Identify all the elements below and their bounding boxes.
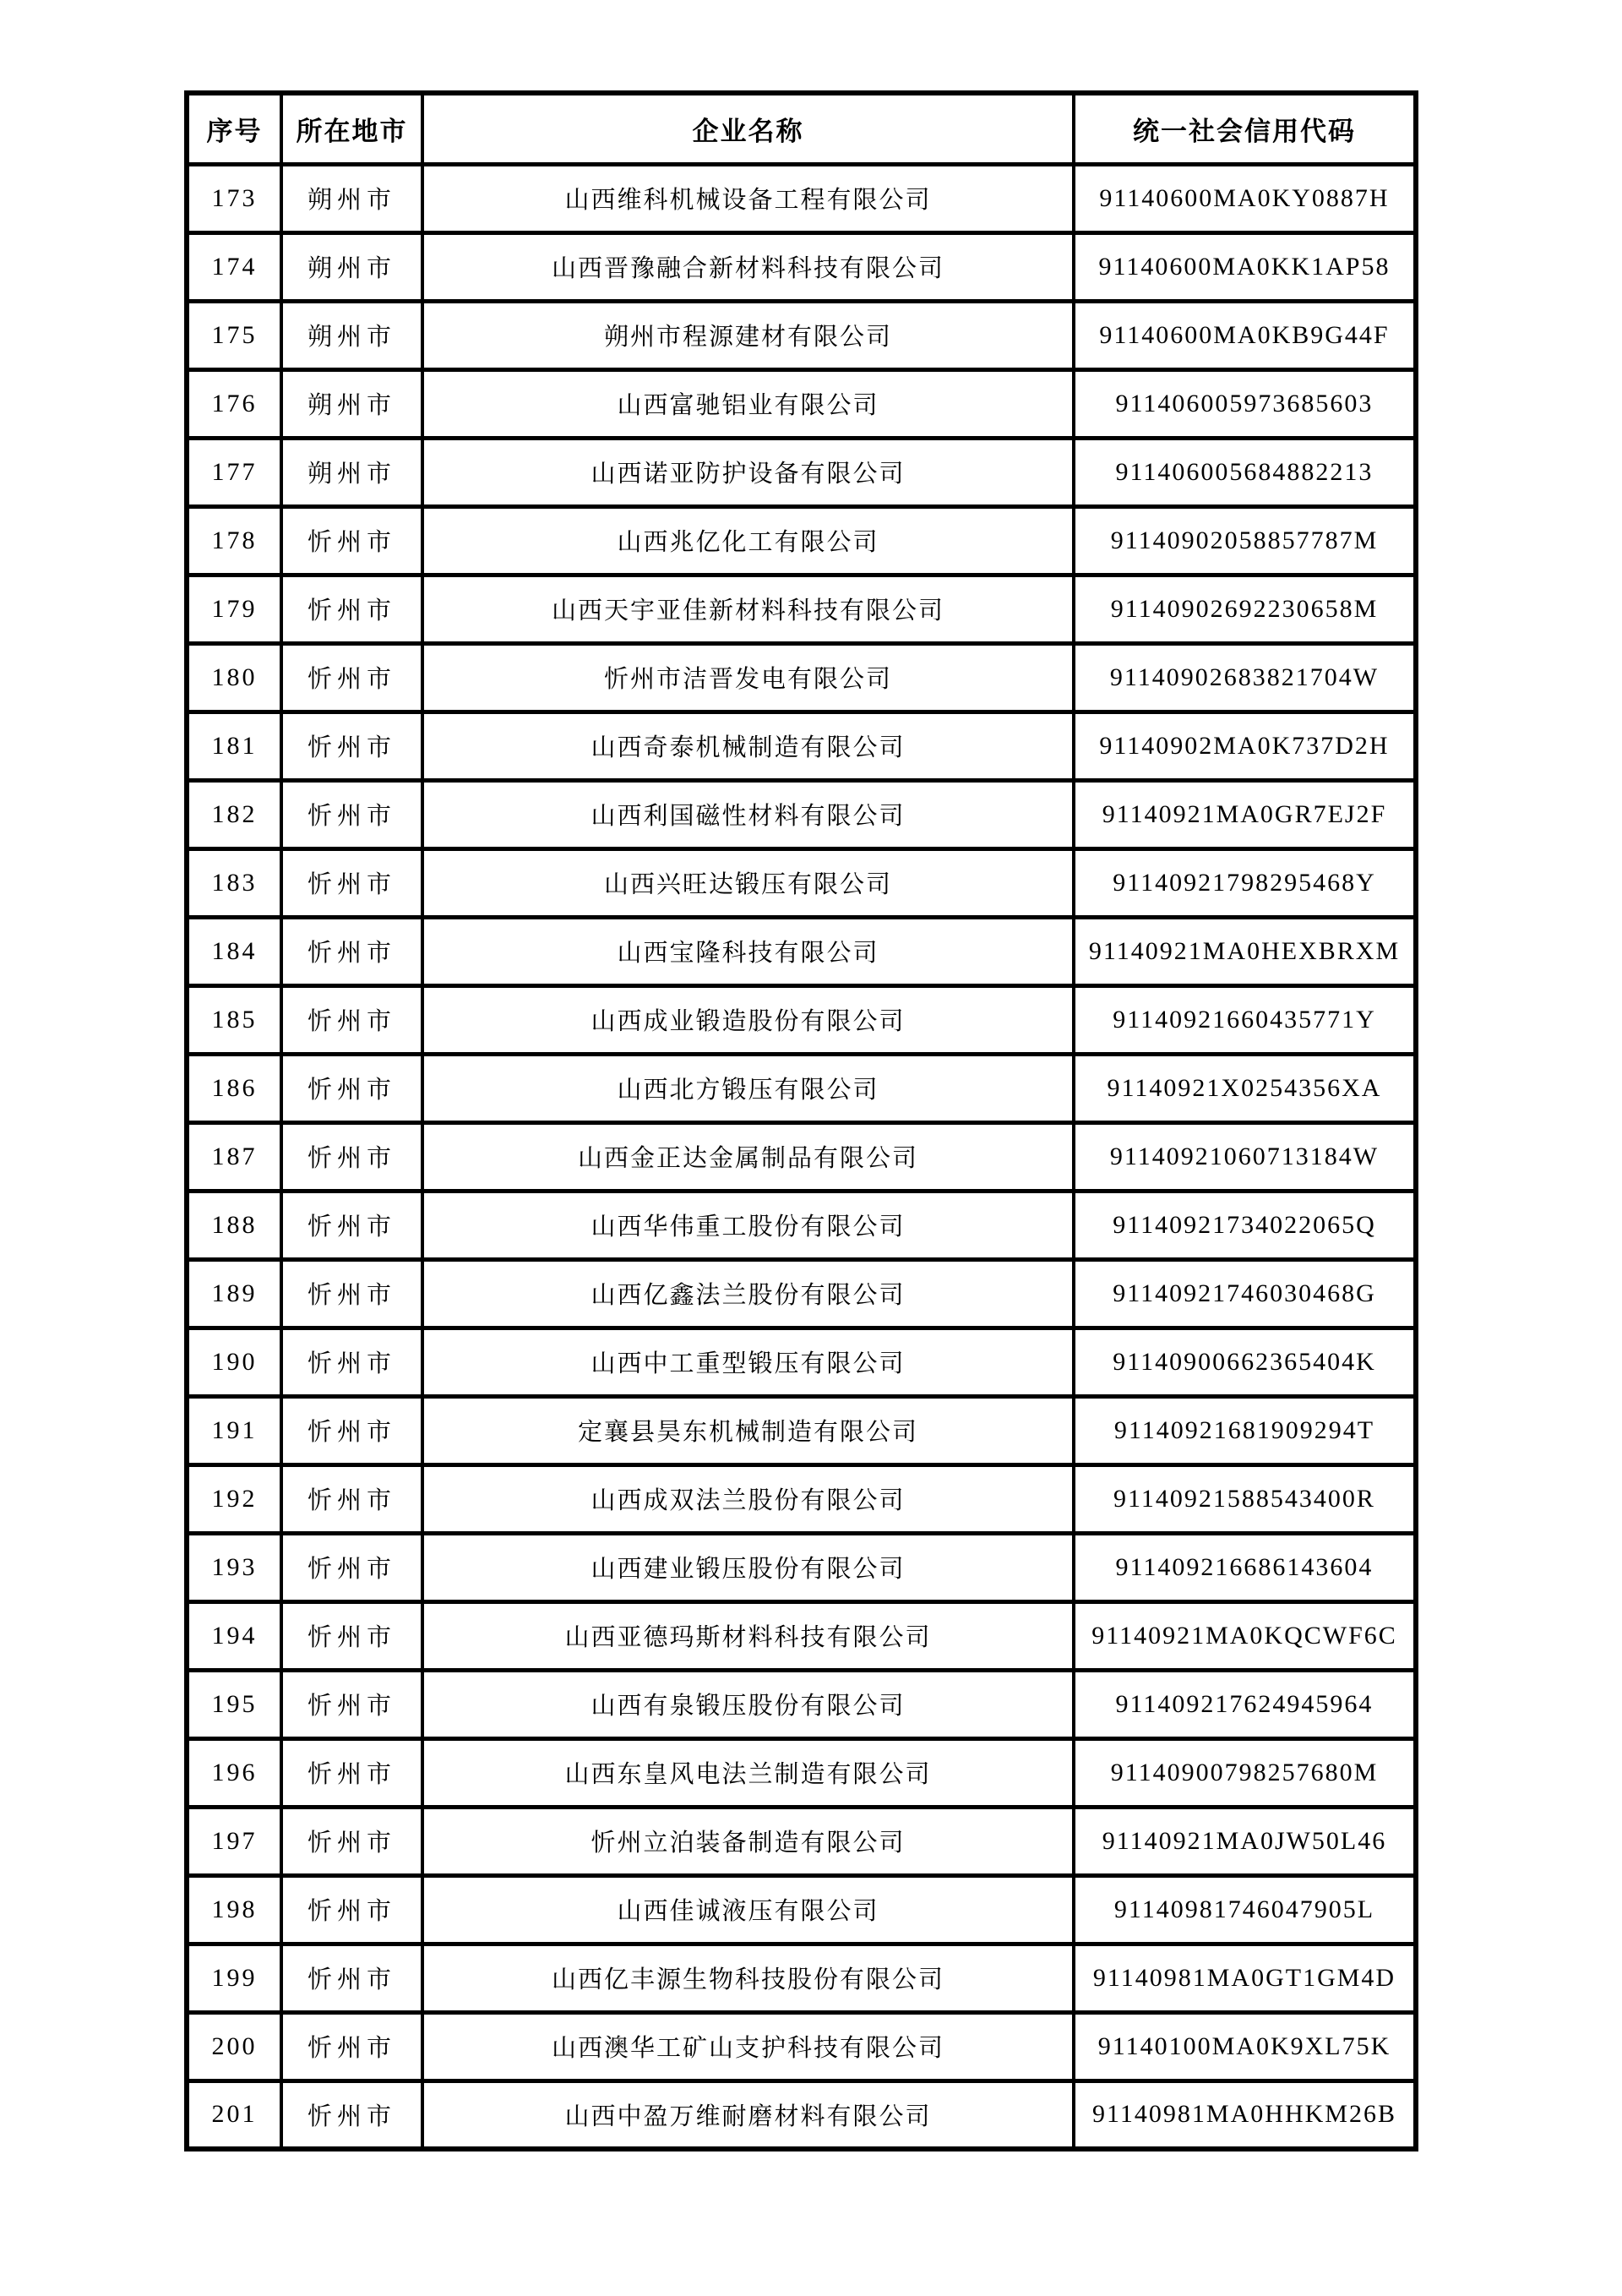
company-name-cell: 山西中盈万维耐磨材料有限公司	[422, 2081, 1074, 2149]
table-row	[187, 1807, 1416, 1875]
city-cell: 忻州市	[281, 1396, 422, 1464]
city-cell: 忻州市	[281, 2012, 422, 2081]
company-name-cell: 山西兆亿化工有限公司	[422, 506, 1074, 575]
table-row	[187, 985, 1416, 1054]
credit-code-cell: 91140921MA0KQCWF6C	[1074, 1601, 1416, 1670]
credit-code-cell: 91140921681909294T	[1074, 1396, 1416, 1464]
credit-code-cell: 91140921734022065Q	[1074, 1191, 1416, 1259]
credit-code-cell: 91140600MA0KY0887H	[1074, 164, 1416, 232]
serial-number-cell: 195	[187, 1670, 281, 1738]
city-cell: 忻州市	[281, 643, 422, 712]
header-company-name: 企业名称	[422, 93, 1074, 164]
company-name-cell: 山西有泉锻压股份有限公司	[422, 1670, 1074, 1738]
serial-number-cell: 193	[187, 1533, 281, 1601]
city-cell: 忻州市	[281, 1670, 422, 1738]
company-name-cell: 山西华伟重工股份有限公司	[422, 1191, 1074, 1259]
company-name-cell: 定襄县昊东机械制造有限公司	[422, 1396, 1074, 1464]
table-row	[187, 1396, 1416, 1464]
header-credit-code: 统一社会信用代码	[1074, 93, 1416, 164]
credit-code-cell: 91140600MA0KB9G44F	[1074, 301, 1416, 369]
credit-code-cell: 91140100MA0K9XL75K	[1074, 2012, 1416, 2081]
table-row	[187, 1601, 1416, 1670]
table-row	[187, 1533, 1416, 1601]
city-cell: 忻州市	[281, 575, 422, 643]
company-name-cell: 山西奇泰机械制造有限公司	[422, 712, 1074, 780]
company-name-cell: 山西建业锻压股份有限公司	[422, 1533, 1074, 1601]
company-table-body	[187, 164, 1416, 2149]
serial-number-cell: 180	[187, 643, 281, 712]
table-row	[187, 1670, 1416, 1738]
credit-code-cell: 91140900662365404K	[1074, 1328, 1416, 1396]
city-cell: 朔州市	[281, 369, 422, 438]
serial-number-cell: 185	[187, 985, 281, 1054]
table-row	[187, 1944, 1416, 2012]
table-row	[187, 506, 1416, 575]
city-cell: 忻州市	[281, 1807, 422, 1875]
company-name-cell: 山西亿丰源生物科技股份有限公司	[422, 1944, 1074, 2012]
company-name-cell: 山西成业锻造股份有限公司	[422, 985, 1074, 1054]
company-name-cell: 山西东皇风电法兰制造有限公司	[422, 1738, 1074, 1807]
table-row	[187, 1259, 1416, 1328]
serial-number-cell: 192	[187, 1464, 281, 1533]
credit-code-cell: 91140921660435771Y	[1074, 985, 1416, 1054]
serial-number-cell: 179	[187, 575, 281, 643]
table-row	[187, 2081, 1416, 2149]
serial-number-cell: 184	[187, 917, 281, 985]
credit-code-cell: 91140900798257680M	[1074, 1738, 1416, 1807]
credit-code-cell: 91140921MA0JW50L46	[1074, 1807, 1416, 1875]
city-cell: 忻州市	[281, 848, 422, 917]
table-row	[187, 712, 1416, 780]
company-name-cell: 山西富驰铝业有限公司	[422, 369, 1074, 438]
company-name-cell: 山西佳诚液压有限公司	[422, 1875, 1074, 1944]
table-row	[187, 1191, 1416, 1259]
credit-code-cell: 91140921060713184W	[1074, 1122, 1416, 1191]
city-cell: 忻州市	[281, 506, 422, 575]
table-row	[187, 1738, 1416, 1807]
serial-number-cell: 183	[187, 848, 281, 917]
company-name-cell: 山西诺亚防护设备有限公司	[422, 438, 1074, 506]
table-row	[187, 438, 1416, 506]
city-cell: 忻州市	[281, 780, 422, 848]
table-row	[187, 1328, 1416, 1396]
header-row	[187, 93, 1416, 164]
credit-code-cell: 911409216686143604	[1074, 1533, 1416, 1601]
serial-number-cell: 174	[187, 232, 281, 301]
table-row	[187, 1464, 1416, 1533]
serial-number-cell: 186	[187, 1054, 281, 1122]
city-cell: 忻州市	[281, 1191, 422, 1259]
city-cell: 忻州市	[281, 712, 422, 780]
serial-number-cell: 196	[187, 1738, 281, 1807]
company-name-cell: 山西中工重型锻压有限公司	[422, 1328, 1074, 1396]
serial-number-cell: 189	[187, 1259, 281, 1328]
credit-code-cell: 91140921746030468G	[1074, 1259, 1416, 1328]
serial-number-cell: 194	[187, 1601, 281, 1670]
table-row	[187, 1122, 1416, 1191]
credit-code-cell: 91140902058857787M	[1074, 506, 1416, 575]
credit-code-cell: 91140921588543400R	[1074, 1464, 1416, 1533]
company-name-cell: 山西天宇亚佳新材料科技有限公司	[422, 575, 1074, 643]
city-cell: 朔州市	[281, 232, 422, 301]
table-row	[187, 164, 1416, 232]
company-name-cell: 朔州市程源建材有限公司	[422, 301, 1074, 369]
table-row	[187, 1054, 1416, 1122]
credit-code-cell: 91140981MA0GT1GM4D	[1074, 1944, 1416, 2012]
table-row	[187, 369, 1416, 438]
company-name-cell: 山西亚德玛斯材料科技有限公司	[422, 1601, 1074, 1670]
company-name-cell: 山西澳华工矿山支护科技有限公司	[422, 2012, 1074, 2081]
city-cell: 忻州市	[281, 1464, 422, 1533]
header-city: 所在地市	[281, 93, 422, 164]
credit-code-cell: 91140921MA0GR7EJ2F	[1074, 780, 1416, 848]
serial-number-cell: 178	[187, 506, 281, 575]
city-cell: 忻州市	[281, 1533, 422, 1601]
city-cell: 忻州市	[281, 1054, 422, 1122]
city-cell: 忻州市	[281, 917, 422, 985]
table-row	[187, 2012, 1416, 2081]
company-name-cell: 忻州立泊装备制造有限公司	[422, 1807, 1074, 1875]
credit-code-cell: 91140981MA0HHKM26B	[1074, 2081, 1416, 2149]
table-row	[187, 917, 1416, 985]
city-cell: 朔州市	[281, 164, 422, 232]
serial-number-cell: 176	[187, 369, 281, 438]
serial-number-cell: 190	[187, 1328, 281, 1396]
company-name-cell: 忻州市洁晋发电有限公司	[422, 643, 1074, 712]
serial-number-cell: 182	[187, 780, 281, 848]
company-name-cell: 山西成双法兰股份有限公司	[422, 1464, 1074, 1533]
company-name-cell: 山西利国磁性材料有限公司	[422, 780, 1074, 848]
serial-number-cell: 201	[187, 2081, 281, 2149]
credit-code-cell: 91140921MA0HEXBRXM	[1074, 917, 1416, 985]
credit-code-cell: 911406005684882213	[1074, 438, 1416, 506]
city-cell: 忻州市	[281, 1944, 422, 2012]
serial-number-cell: 188	[187, 1191, 281, 1259]
city-cell: 忻州市	[281, 1122, 422, 1191]
city-cell: 忻州市	[281, 1259, 422, 1328]
serial-number-cell: 175	[187, 301, 281, 369]
city-cell: 忻州市	[281, 1738, 422, 1807]
company-name-cell: 山西金正达金属制品有限公司	[422, 1122, 1074, 1191]
credit-code-cell: 91140902692230658M	[1074, 575, 1416, 643]
table-row	[187, 780, 1416, 848]
table-row	[187, 848, 1416, 917]
serial-number-cell: 199	[187, 1944, 281, 2012]
serial-number-cell: 200	[187, 2012, 281, 2081]
table-row	[187, 232, 1416, 301]
credit-code-cell: 911409217624945964	[1074, 1670, 1416, 1738]
credit-code-cell: 91140981746047905L	[1074, 1875, 1416, 1944]
table-row	[187, 301, 1416, 369]
company-table-header	[187, 93, 1416, 164]
city-cell: 朔州市	[281, 438, 422, 506]
company-name-cell: 山西亿鑫法兰股份有限公司	[422, 1259, 1074, 1328]
serial-number-cell: 198	[187, 1875, 281, 1944]
city-cell: 忻州市	[281, 985, 422, 1054]
credit-code-cell: 91140921798295468Y	[1074, 848, 1416, 917]
company-name-cell: 山西兴旺达锻压有限公司	[422, 848, 1074, 917]
serial-number-cell: 187	[187, 1122, 281, 1191]
table-row	[187, 1875, 1416, 1944]
serial-number-cell: 177	[187, 438, 281, 506]
company-name-cell: 山西维科机械设备工程有限公司	[422, 164, 1074, 232]
city-cell: 朔州市	[281, 301, 422, 369]
table-row	[187, 575, 1416, 643]
credit-code-cell: 91140600MA0KK1AP58	[1074, 232, 1416, 301]
credit-code-cell: 911406005973685603	[1074, 369, 1416, 438]
company-table	[184, 90, 1418, 2151]
serial-number-cell: 173	[187, 164, 281, 232]
company-name-cell: 山西北方锻压有限公司	[422, 1054, 1074, 1122]
header-serial-number: 序号	[187, 93, 281, 164]
serial-number-cell: 181	[187, 712, 281, 780]
company-name-cell: 山西宝隆科技有限公司	[422, 917, 1074, 985]
city-cell: 忻州市	[281, 1328, 422, 1396]
table-row	[187, 643, 1416, 712]
credit-code-cell: 91140921X0254356XA	[1074, 1054, 1416, 1122]
company-name-cell: 山西晋豫融合新材料科技有限公司	[422, 232, 1074, 301]
credit-code-cell: 91140902MA0K737D2H	[1074, 712, 1416, 780]
city-cell: 忻州市	[281, 2081, 422, 2149]
credit-code-cell: 91140902683821704W	[1074, 643, 1416, 712]
city-cell: 忻州市	[281, 1601, 422, 1670]
serial-number-cell: 197	[187, 1807, 281, 1875]
city-cell: 忻州市	[281, 1875, 422, 1944]
serial-number-cell: 191	[187, 1396, 281, 1464]
